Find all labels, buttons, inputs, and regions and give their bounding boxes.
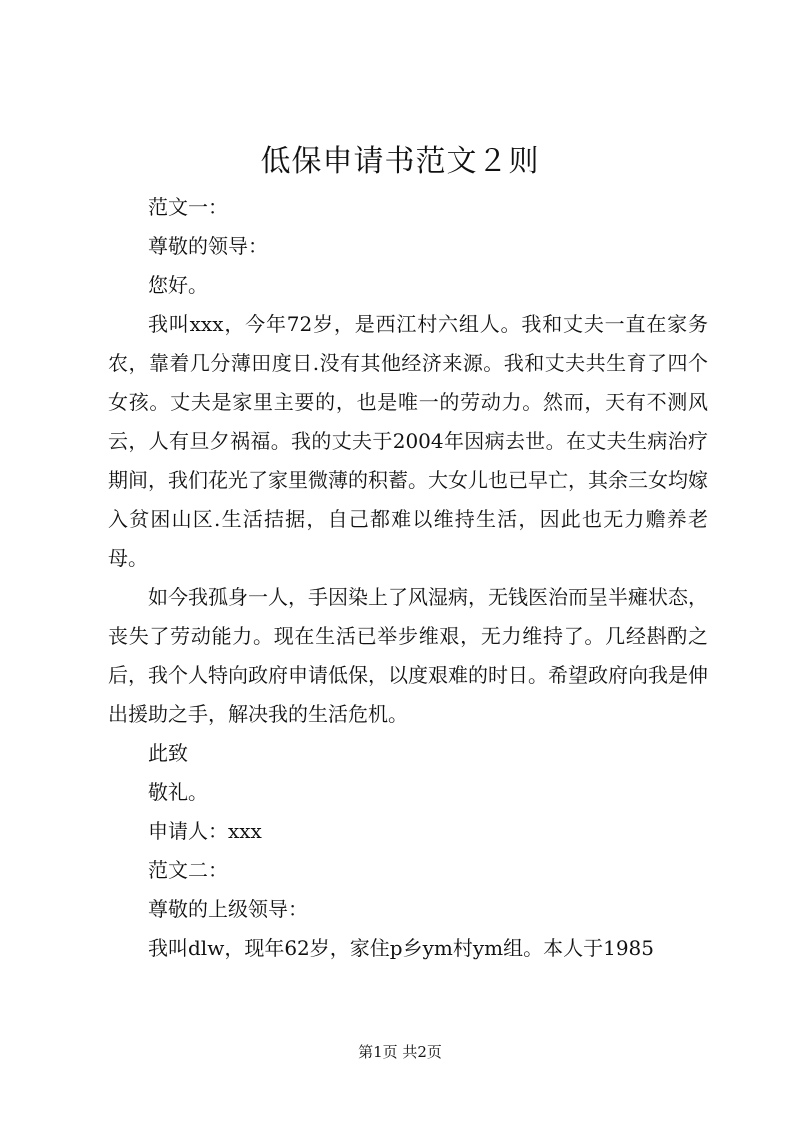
section-heading-sample-one: 范文一： [148, 195, 228, 219]
section-heading-sample-two: 范文二： [148, 858, 228, 882]
closing-line-1: 此致 [148, 741, 188, 765]
applicant-signature: 申请人：xxx [148, 819, 262, 843]
salutation-2: 尊敬的上级领导： [148, 897, 308, 921]
document-title: 低保申请书范文２则 [260, 144, 540, 179]
greeting: 您好。 [148, 273, 208, 297]
body-paragraph-3-start: 我叫dlw，现年62岁，家住p乡ym村ym组。本人于1985 [148, 936, 654, 960]
document-body [108, 188, 708, 968]
body-paragraph-2: 如今我孤身一人，手因染上了风湿病，无钱医治而呈半瘫状态，丧失了劳动能力。现在生活已举步维艰，无力维持了。几经斟酌之后，我个人特向政府申请低保，以度艰难的时日。希望政府向我是伸出援助之手，解决我的生活危机。 [108, 585, 708, 726]
body-paragraph-1: 我叫xxx，今年72岁，是西江村六组人。我和丈夫一直在家务农，靠着几分薄田度日.没有其他经济来源。我和丈夫共生育了四个女孩。丈夫是家里主要的，也是唯一的劳动力。然而，天有不测风云，人有旦夕祸福。我的丈夫于2004年因病去世。在丈夫生病治疗期间，我们花光了家里微薄的积蓄。大女儿也已早亡，其余三女均嫁入贫困山区.生活拮据，自己都难以维持生活，因此也无力赡养老母。 [108, 312, 708, 570]
page-number-footer: 第1页 共2页 [358, 1043, 442, 1061]
salutation: 尊敬的领导： [148, 234, 268, 258]
closing-line-2: 敬礼。 [148, 780, 208, 804]
